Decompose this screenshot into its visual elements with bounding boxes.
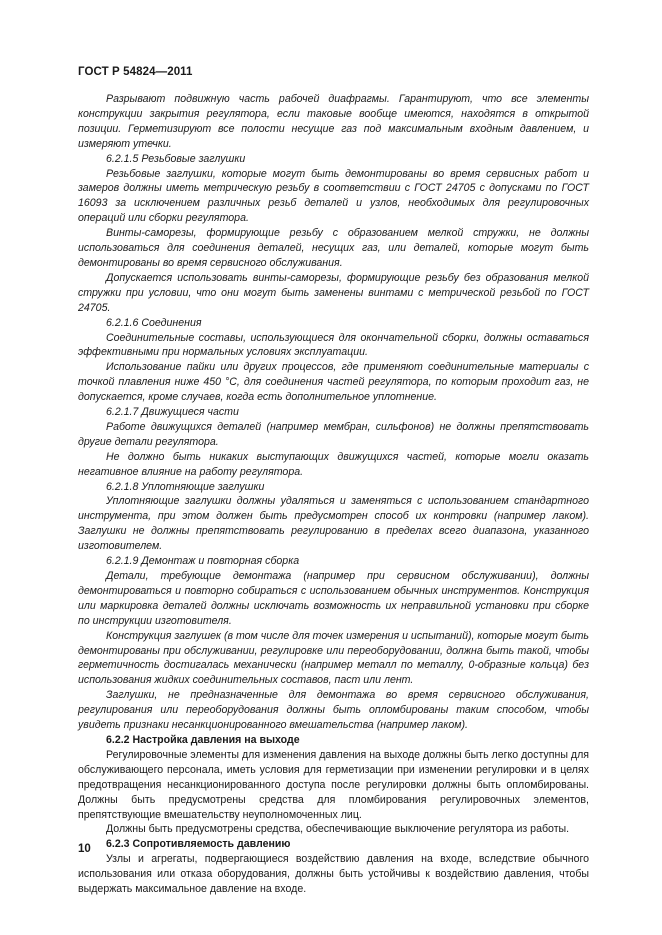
paragraph: Винты-саморезы, формирующие резьбу с образованием мелкой стружки, не должны использоваться для соединения деталей, несущих газ, или деталей, которые могут быть демонтированы во время сервисного обслуживания. [78,227,589,269]
paragraph: Заглушки, не предназначенные для демонтажа во время сервисного обслуживания, регулирования или переоборудования должны быть опломбированы таким способом, чтобы увидеть признаки несанкционированного вмешательства (например лаком). [78,689,589,732]
section-heading-6-2-1-7: 6.2.1.7 Движущиеся части [106,406,239,419]
paragraph: Регулировочные элементы для изменения давления на выходе должны быть легко доступны для обслуживающего персонала, иметь условия для герметизации при изменении регулировки и в целях предотвращения несанкционированного доступа после регулировки должны быть опломбированы. Должны быть предусмотрены средства для пломбирования регулировочных элементов, препятствующие вмешательству неуполномоченных лиц. [78,748,589,821]
section-heading-6-2-3: 6.2.3 Сопротивляемость давлению [106,838,291,851]
paragraph: Детали, требующие демонтажа (например при сервисном обслуживании), должны демонтироваться и повторно собираться с использованием обычных инструментов. Конструкция или маркировка деталей должны исключать возможность их неправильной установки при сборке по инструкции изготовителя. [78,570,589,627]
page-number: 10 [78,843,91,855]
paragraph: Резьбовые заглушки, которые могут быть демонтированы во время сервисных работ и замеров должны иметь метрическую резьбу в соответствии с ГОСТ 24705 с допусками по ГОСТ 16093 за исключением различных резьб деталей и узлов, необходимых для регулировочных операций или сборки регулятора. [78,167,589,225]
paragraph: Соединительные составы, использующиеся для окончательной сборки, должны оставаться эффективными при нормальных условиях эксплуатации. [78,331,589,359]
document-body [78,92,589,897]
page-header-standard: ГОСТ Р 54824—2011 [78,66,193,78]
section-heading-6-2-1-6: 6.2.1.6 Соединения [106,316,202,329]
section-heading-6-2-2: 6.2.2 Настройка давления на выходе [106,733,300,746]
paragraph: Использование пайки или других процессов, где применяют соединительные материалы с точкой плавления ниже 450 °С, для соединения частей регулятора, по которым проходит газ, не допускается, кроме случаев, когда есть дополнительное уплотнение. [78,361,589,404]
paragraph: Должны быть предусмотрены средства, обеспечивающие выключение регулятора из работы. [106,823,570,836]
section-heading-6-2-1-8: 6.2.1.8 Уплотняющие заглушки [106,480,265,493]
paragraph: Уплотняющие заглушки должны удаляться и заменяться с использованием стандартного инструмента, при этом должен быть предусмотрен способ их контровки (например лаком). Заглушки не должны препятствовать регулированию в пределах всего диапазона, указанного изготовителем. [78,495,589,553]
paragraph: Допускается использовать винты-саморезы, формирующие резьбу без образования мелкой стружки при условии, что они могут быть заменены винтами с метрической резьбой по ГОСТ 24705. [78,271,589,314]
paragraph: Работе движущихся деталей (например мембран, сильфонов) не должны препятствовать другие детали регулятора. [78,420,589,448]
paragraph: Конструкция заглушек (в том числе для точек измерения и испытаний), которые могут быть демонтированы при обслуживании, регулировке или переоборудовании, должна быть такой, чтобы герметичность достигалась механически (например металл по металлу, 0-образные кольца) без использования жидких соединительных составов, паст или лент. [78,629,589,687]
section-heading-6-2-1-9: 6.2.1.9 Демонтаж и повторная сборка [106,555,300,568]
paragraph: Узлы и агрегаты, подвергающиеся воздействию давления на входе, вследствие обычного использования или отказа оборудования, должны быть устойчивы к воздействию давления, чтобы выдержать максимальное давление на входе. [78,853,589,896]
section-heading-6-2-1-5: 6.2.1.5 Резьбовые заглушки [106,152,246,165]
paragraph: Не должно быть никаких выступающих движущихся частей, которые могли оказать негативное влияние на работу регулятора. [78,450,589,478]
paragraph: Разрывают подвижную часть рабочей диафрагмы. Гарантируют, что все элементы конструкции закрытия регулятора, если таковые вообще имеются, находятся в открытой позиции. Герметизируют все полости несущие газ под максимальным входным давлением, и измеряют утечки. [78,93,589,150]
